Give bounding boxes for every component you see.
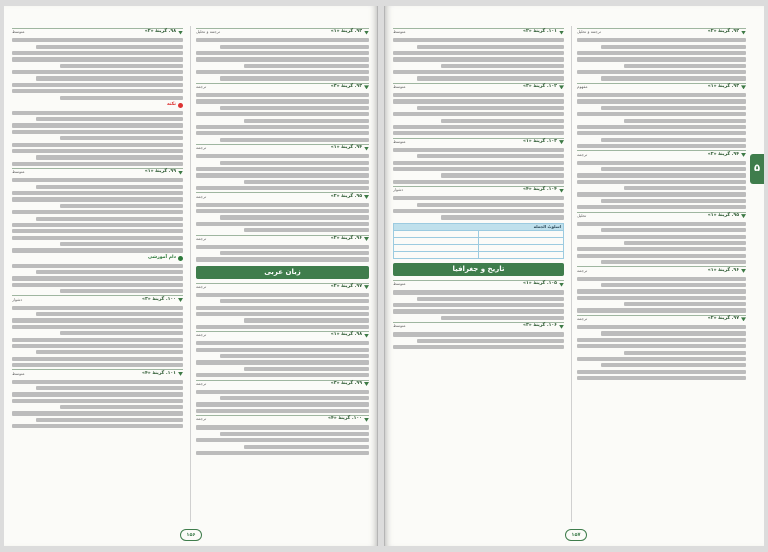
- right-page-right-column: [577, 26, 746, 522]
- question-block: [577, 83, 746, 148]
- question-meta: ترجمه: [196, 84, 207, 90]
- chevron-icon: [364, 147, 369, 151]
- chevron-icon: [741, 85, 746, 89]
- question-title: ۱۰۰. گزینهٔ «۴»: [327, 416, 362, 422]
- tip-icon: [178, 256, 183, 261]
- question-meta: ترجمه: [196, 235, 207, 241]
- chevron-icon: [559, 85, 564, 89]
- question-block: [196, 235, 369, 262]
- question-title: ۱۰۵. گزینهٔ «۱»: [522, 281, 557, 287]
- question-block: [196, 192, 369, 232]
- question-block: [393, 322, 564, 349]
- question-block: [577, 315, 746, 380]
- right-page-left-column: [393, 26, 564, 522]
- chevron-icon: [741, 31, 746, 35]
- question-title: ۱۰۲. گزینهٔ «۳»: [522, 84, 557, 90]
- chevron-icon: [364, 237, 369, 241]
- chevron-icon: [559, 283, 564, 287]
- chevron-icon: [559, 189, 564, 193]
- chevron-icon: [178, 372, 183, 376]
- question-title: ۱۰۱. گزینهٔ «۲»: [522, 29, 557, 35]
- chevron-icon: [559, 140, 564, 144]
- question-title: ۹۹. گزینهٔ «۱»: [144, 169, 176, 175]
- table-title: اسلوبُ الجمله: [394, 223, 564, 231]
- question-meta: ترجمه: [577, 316, 588, 322]
- question-title: ۱۰۶. گزینهٔ «۳»: [522, 323, 557, 329]
- question-block: [12, 295, 183, 367]
- question-meta: متوسط: [393, 84, 406, 90]
- question-block: [196, 415, 369, 455]
- question-meta: متوسط: [393, 138, 406, 144]
- question-block: [196, 83, 369, 142]
- question-meta: متوسط: [393, 323, 406, 329]
- left-page-right-column: [196, 26, 369, 522]
- chevron-icon: [178, 31, 183, 35]
- question-title: ۹۵. گزینهٔ «۲»: [330, 193, 362, 199]
- tip-marker: دام آموزشی: [12, 255, 183, 262]
- question-title: ۹۶. گزینهٔ «۱»: [707, 267, 739, 273]
- chevron-icon: [364, 195, 369, 199]
- chevron-icon: [364, 285, 369, 289]
- question-meta: ترجمه: [577, 151, 588, 157]
- question-title: ۱۰۴. گزینهٔ «۴»: [522, 187, 557, 193]
- question-block: [196, 331, 369, 377]
- question-title: ۹۸. گزینهٔ «۱»: [330, 332, 362, 338]
- question-title: ۱۰۱. گزینهٔ «۴»: [141, 370, 176, 376]
- question-title: ۹۷. گزینهٔ «۲»: [330, 283, 362, 289]
- question-block: [577, 266, 746, 312]
- question-meta: ترجمه: [196, 283, 207, 289]
- question-title: ۹۸. گزینهٔ «۲»: [144, 29, 176, 35]
- chevron-icon: [741, 269, 746, 273]
- question-meta: دشوار: [393, 187, 404, 193]
- question-title: ۹۲. گزینهٔ «۱»: [330, 29, 362, 35]
- question-block: [12, 168, 183, 253]
- question-block: [196, 380, 369, 414]
- page-number: ۱۵۷: [565, 529, 587, 541]
- chevron-icon: [364, 85, 369, 89]
- question-meta: تحلیل: [577, 212, 587, 218]
- question-meta: ترجمه: [196, 380, 207, 386]
- question-block: [393, 280, 564, 320]
- chevron-icon: [559, 31, 564, 35]
- question-meta: مفهوم: [577, 84, 588, 90]
- question-meta: متوسط: [12, 29, 25, 35]
- question-meta: متوسط: [12, 370, 25, 376]
- page-number: ۱۵۶: [180, 529, 202, 541]
- question-meta: دشوار: [12, 296, 23, 302]
- chevron-icon: [559, 325, 564, 329]
- chevron-icon: [364, 334, 369, 338]
- question-block: [393, 28, 564, 81]
- question-title: ۹۴. گزینهٔ «۱»: [330, 145, 362, 151]
- left-page: [4, 6, 378, 546]
- left-page-left-column: [12, 26, 183, 522]
- right-page: [384, 6, 764, 546]
- chevron-icon: [178, 298, 183, 302]
- question-block: [577, 212, 746, 265]
- chevron-icon: [364, 31, 369, 35]
- question-title: ۹۹. گزینهٔ «۳»: [330, 380, 362, 386]
- question-meta: متوسط: [393, 281, 406, 287]
- question-meta: متوسط: [12, 169, 25, 175]
- question-block: [393, 83, 564, 136]
- question-title: ۹۳. گزینهٔ «۳»: [330, 84, 362, 90]
- question-title: ۹۵. گزینهٔ «۱»: [707, 212, 739, 218]
- chevron-icon: [741, 214, 746, 218]
- note-icon: [178, 103, 183, 108]
- question-title: ۹۶. گزینهٔ «۲»: [330, 235, 362, 241]
- question-meta: ترجمه و تحلیل: [577, 29, 601, 35]
- note-marker: نکته: [12, 102, 183, 109]
- chevron-icon: [741, 153, 746, 157]
- question-meta: ترجمه و تحلیل: [196, 29, 220, 35]
- question-meta: ترجمه: [196, 416, 207, 422]
- question-block: [577, 28, 746, 81]
- chevron-icon: [364, 418, 369, 422]
- chevron-icon: [364, 382, 369, 386]
- question-meta: ترجمه: [196, 193, 207, 199]
- question-block: [12, 369, 183, 428]
- section-banner: زبان عربی: [196, 266, 369, 279]
- question-title: ۹۷. گزینهٔ «۲»: [707, 316, 739, 322]
- question-block: [577, 150, 746, 209]
- column-divider: [571, 26, 572, 522]
- question-title: ۹۲. گزینهٔ «۲»: [707, 29, 739, 35]
- question-meta: ترجمه: [196, 332, 207, 338]
- grammar-table: [393, 223, 564, 260]
- question-block: [196, 283, 369, 329]
- chevron-icon: [741, 317, 746, 321]
- chapter-tab: ۵: [750, 154, 764, 184]
- question-title: ۱۰۳. گزینهٔ «۱»: [522, 138, 557, 144]
- question-title: ۱۰۰. گزینهٔ «۳»: [141, 296, 176, 302]
- question-meta: ترجمه: [196, 145, 207, 151]
- question-title: ۹۴. گزینهٔ «۲»: [707, 151, 739, 157]
- column-divider: [190, 26, 191, 522]
- question-block: [196, 144, 369, 190]
- question-meta: ترجمه: [577, 267, 588, 273]
- question-block: [393, 138, 564, 184]
- question-meta: متوسط: [393, 29, 406, 35]
- question-block: [196, 28, 369, 81]
- question-block: [393, 186, 564, 220]
- question-block: [12, 28, 183, 100]
- chevron-icon: [178, 171, 183, 175]
- section-banner: تاریخ و جغرافیا: [393, 263, 564, 276]
- question-title: ۹۳. گزینهٔ «۱»: [707, 84, 739, 90]
